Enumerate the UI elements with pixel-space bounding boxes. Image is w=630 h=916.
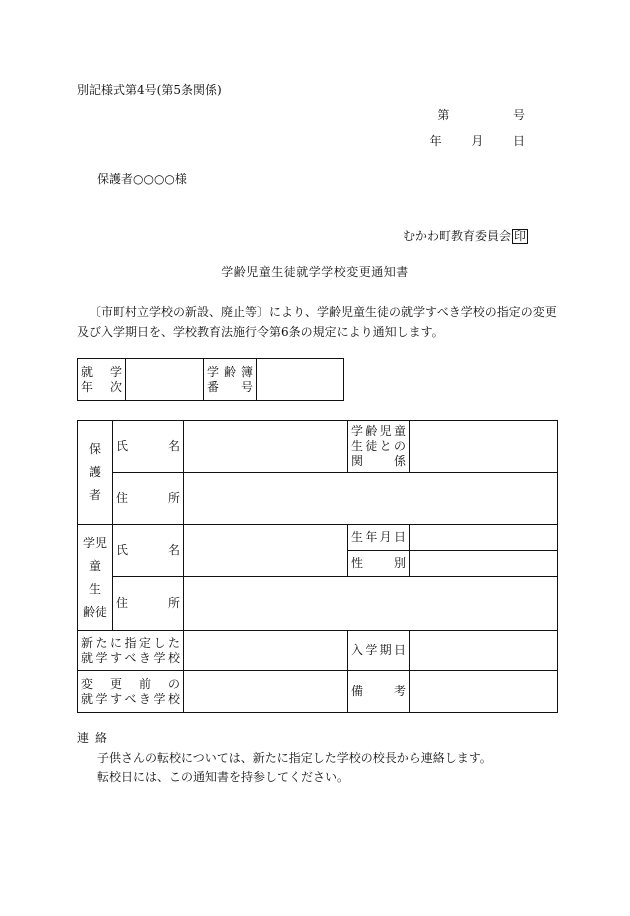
issuer <box>403 229 528 244</box>
register-label-cell <box>204 359 257 401</box>
date-day: 日 <box>512 134 525 148</box>
guardian-char-2: 護 <box>88 465 101 479</box>
student-address-label <box>113 577 184 631</box>
body-line-2: 及び入学期日を、学校教育法施行令第6条の規定により通知します。 <box>77 325 444 339</box>
guardian-group-label <box>78 421 113 525</box>
prev-school-value[interactable] <box>184 671 348 713</box>
grade-register-table <box>77 358 344 401</box>
student-name-value[interactable] <box>184 525 348 577</box>
issuer-name: むかわ町教育委員会 <box>402 229 511 243</box>
guardian-address-label-text: 住 所 <box>116 491 180 505</box>
student-char-4: 齢徒 <box>82 604 107 619</box>
guardian-address-value[interactable] <box>184 473 558 525</box>
prev-school-line-2: 就学すべき学校 <box>81 691 180 706</box>
grade-label-cell <box>78 359 126 401</box>
birth-value[interactable] <box>410 525 558 551</box>
register-label-line-1: 学齢簿 <box>207 364 253 379</box>
grade-value-cell[interactable] <box>126 359 204 401</box>
remarks-label-text: 備 考 <box>351 684 406 698</box>
student-name-label <box>113 525 184 577</box>
main-info-table <box>77 420 558 713</box>
document-number-line <box>437 108 525 123</box>
prev-school-line-1: 変 更 前 の <box>81 676 180 691</box>
form-label: 別記様式第4号(第5条関係) <box>77 83 222 97</box>
note-line-1: 子供さんの転校については、新たに指定した学校の校長から連絡します。 <box>97 751 492 765</box>
new-school-line-2: 就学すべき学校 <box>81 650 180 665</box>
student-address-value[interactable] <box>184 577 558 631</box>
seal-mark: 印 <box>513 229 526 243</box>
birth-label <box>348 525 410 551</box>
register-value-cell[interactable] <box>257 359 344 401</box>
body-line-1: 〔市町村立学校の新設、廃止等〕により、学齢児童生徒の就学すべき学校の指定の変更 <box>89 305 557 319</box>
student-char-2: 童 <box>88 558 101 573</box>
relation-line-3: 関 係 <box>351 454 406 468</box>
relation-line-2: 生徒との <box>351 439 406 453</box>
new-school-label <box>78 631 184 671</box>
birth-label-text: 生年月日 <box>351 530 406 544</box>
remarks-label <box>348 671 410 713</box>
addressee: 保護者○○○○様 <box>97 172 187 186</box>
relation-line-1: 学齢児童 <box>351 424 406 438</box>
body-text <box>77 302 557 342</box>
guardian-char-3: 者 <box>88 488 101 502</box>
number-prefix: 第 <box>437 108 450 122</box>
number-suffix: 号 <box>512 108 525 122</box>
grade-label-line-1: 就 学 <box>81 364 122 379</box>
note-line-2: 転校日には、この通知書を持参してください。 <box>97 770 350 784</box>
register-label-line-2: 番 号 <box>207 379 253 394</box>
date-year: 年 <box>429 134 442 148</box>
sex-label-text: 性 別 <box>351 556 406 570</box>
student-address-label-text: 住 所 <box>116 596 180 610</box>
notes-title: 連絡 <box>77 731 114 745</box>
date-month: 月 <box>471 134 484 148</box>
guardian-char-1: 保 <box>88 442 101 456</box>
entry-date-label-text: 入学期日 <box>351 643 406 657</box>
student-char-3: 生 <box>88 581 101 596</box>
student-group-label <box>78 525 113 631</box>
new-school-value[interactable] <box>184 631 348 671</box>
sex-label <box>348 551 410 577</box>
new-school-line-1: 新たに指定した <box>81 635 180 650</box>
guardian-name-label-text: 氏 名 <box>116 439 180 453</box>
remarks-value[interactable] <box>410 671 558 713</box>
relation-value[interactable] <box>410 421 558 473</box>
entry-date-label <box>348 631 410 671</box>
document-title: 学齢児童生徒就学学校変更通知書 <box>221 265 409 279</box>
student-char-1: 学児 <box>82 535 107 550</box>
date-line <box>430 134 525 149</box>
student-name-label-text: 氏 名 <box>116 543 180 557</box>
guardian-address-label <box>113 473 184 525</box>
sex-value[interactable] <box>410 551 558 577</box>
grade-label-line-2: 年 次 <box>81 379 122 394</box>
guardian-name-label <box>113 421 184 473</box>
relation-label <box>348 421 410 473</box>
guardian-name-value[interactable] <box>184 421 348 473</box>
prev-school-label <box>78 671 184 713</box>
entry-date-value[interactable] <box>410 631 558 671</box>
